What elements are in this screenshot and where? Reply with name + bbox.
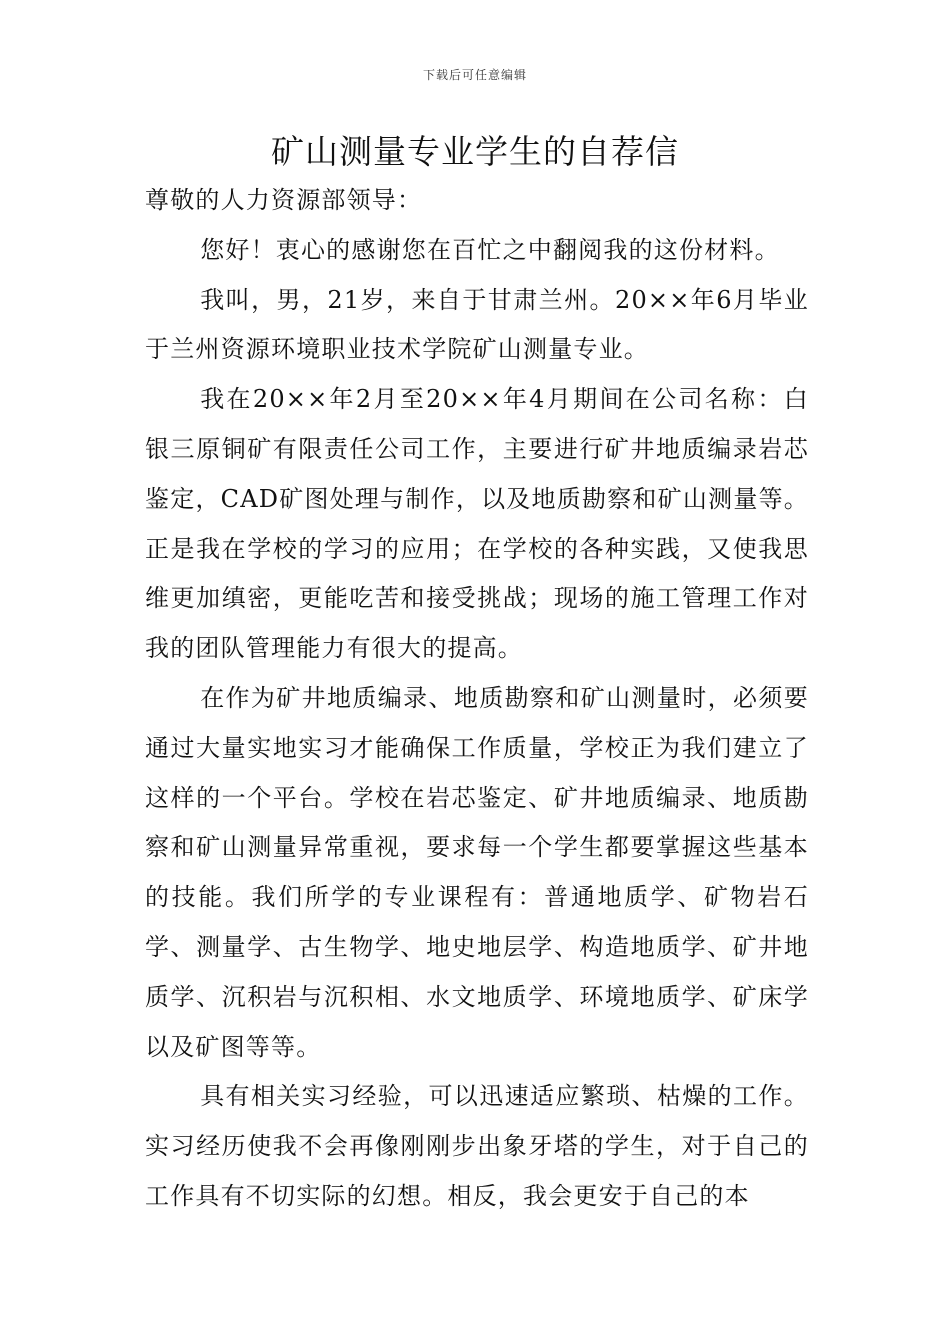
paragraph-internship: 具有相关实习经验，可以迅速适应繁琐、枯燥的工作。实习经历使我不会再像刚刚步出象牙塔的学生，对于自己的工作具有不切实际的幻想。相反，我会更安于自己的本 [145,1082,809,1210]
paragraph-education: 在作为矿井地质编录、地质勘察和矿山测量时，必须要通过大量实地实习才能确保工作质量，学校正为我们建立了这样的一个平台。学校在岩芯鉴定、矿井地质编录、地质勘察和矿山测量异常重视，要求每一个学生都要掌握这些基本的技能。我们所学的专业课程有：普通地质学、矿物岩石学、测量学、古生物学、地史地层学、构造地质学、矿井地质学、沉积岩与沉积相、水文地质学、环境地质学、矿床学以及矿图等等。 [145,683,809,1061]
paragraph-work-experience: 我在20××年2月至20××年4月期间在公司名称：白银三原铜矿有限责任公司工作，主要进行矿井地质编录岩芯鉴定，CAD矿图处理与制作，以及地质勘察和矿山测量等。正是我在学校的学习的应用；在学校的各种实践，又使我思维更加缜密，更能吃苦和接受挑战；现场的施工管理工作对我的团队管理能力有很大的提高。 [145,385,809,663]
salutation: 尊敬的人力资源部领导： [145,186,423,214]
header-note: 下载后可任意编辑 [422,68,527,82]
paragraph-greeting: 您好！衷心的感谢您在百忙之中翻阅我的这份材料。 [200,235,780,264]
document-title: 矿山测量专业学生的自荐信 [271,132,679,171]
paragraph-introduction: 我叫，男，21岁，来自于甘肃兰州。20××年6月毕业于兰州资源环境职业技术学院矿山测量专业。 [145,285,809,364]
letter-body [145,176,809,1222]
